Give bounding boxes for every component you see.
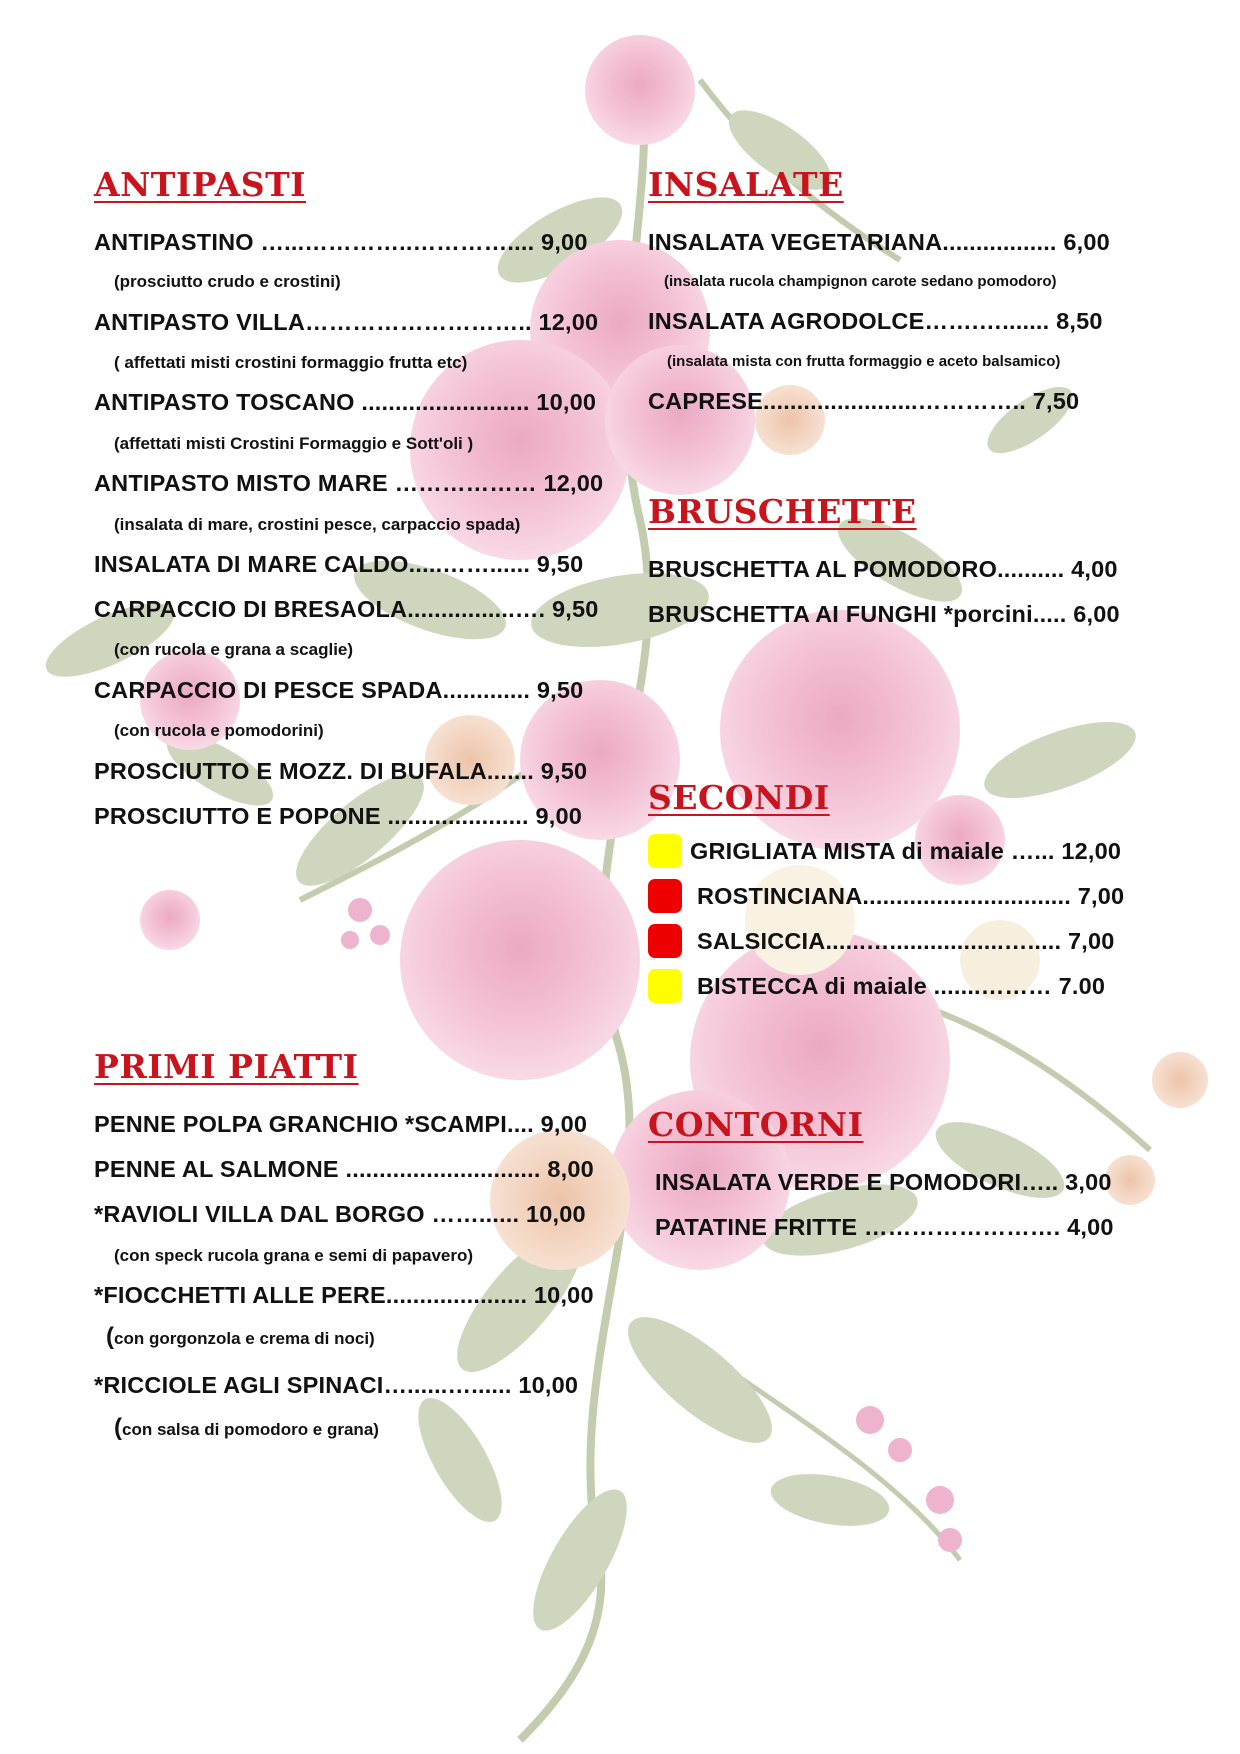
menu-item-bruschetta-funghi: BRUSCHETTA AI FUNGHI *porcini..... 6,00 [648,601,1120,627]
menu-item-carpaccio-pesce-spada: CARPACCIO DI PESCE SPADA............. 9,50 [94,677,584,703]
menu-item-insalata-di-mare-caldo: INSALATA DI MARE CALDO.....……...... 9,50 [94,551,584,577]
menu-item-note: (affettati misti Crostini Formaggio e Sott'oli ) [114,434,474,453]
note-text: con gorgonzola e crema di noci) [114,1329,375,1348]
red-square-marker [648,879,682,913]
menu-item-bistecca: BISTECCA di maiale .......……… 7.00 [697,973,1106,999]
menu-item-note: (con speck rucola grana e semi di papavero) [114,1246,474,1265]
menu-item-note: (insalata mista con frutta formaggio e aceto balsamico) [667,353,1061,370]
section-title-primi-piatti: PRIMI PIATTI [94,1047,359,1086]
menu-item-antipasto-toscano: ANTIPASTO TOSCANO ......................... 10,00 [94,389,597,415]
menu-item-patatine-fritte: PATATINE FRITTE ……………………. 4,00 [655,1214,1114,1240]
section-title-contorni: CONTORNI [648,1105,864,1144]
menu-item-penne-polpa-granchio: PENNE POLPA GRANCHIO *SCAMPI.... 9,00 [94,1111,588,1137]
menu-item-grigliata-mista: GRIGLIATA MISTA di maiale …... 12,00 [690,838,1122,864]
yellow-square-marker [648,969,682,1003]
note-text: con salsa di pomodoro e grana) [122,1420,379,1439]
yellow-square-marker [648,834,682,868]
menu-item-note [106,1323,375,1351]
red-square-marker [648,924,682,958]
menu-item-salsiccia: SALSICCIA......….................…..... 7,00 [697,928,1115,954]
section-title-antipasti: ANTIPASTI [94,165,307,204]
menu-item-insalata-vegetariana: INSALATA VEGETARIANA................. 6,00 [648,229,1110,255]
menu-item-insalata-agrodolce: INSALATA AGRODOLCE…….…....... 8,50 [648,308,1103,334]
section-title-secondi: SECONDI [648,778,830,817]
menu-item-antipasto-villa: ANTIPASTO VILLA……………………….. 12,00 [94,309,599,335]
section-title-bruschette: BRUSCHETTE [648,492,917,531]
menu-item-rostinciana: ROSTINCIANA............................... 7,00 [697,883,1125,909]
note-paren: ( [114,1414,122,1441]
menu-item-caprese: CAPRESE.......................………….. 7,50 [648,388,1080,414]
menu-item-antipasto-misto-mare: ANTIPASTO MISTO MARE ……………… 12,00 [94,470,604,496]
menu-item-note: (insalata di mare, crostini pesce, carpaccio spada) [114,515,521,534]
menu-item-note [114,1414,379,1442]
menu-item-note: ( affettati misti crostini formaggio frutta etc) [114,353,468,372]
menu-item-antipastino: ANTIPASTINO …...…………..………….... 9,00 [94,229,588,255]
menu-item-note: (insalata rucola champignon carote sedano pomodoro) [664,273,1057,290]
menu-item-note: (con rucola e pomodorini) [114,721,324,740]
menu-item-insalata-verde: INSALATA VERDE E POMODORI….. 3,00 [655,1169,1112,1195]
menu-item-fiocchetti-pere: *FIOCCHETTI ALLE PERE..................... 10,00 [94,1282,594,1308]
menu-item-note: (con rucola e grana a scaglie) [114,640,354,659]
menu-item-prosciutto-popone: PROSCIUTTO E POPONE ..................... 9,00 [94,803,583,829]
menu-item-prosciutto-mozzarella: PROSCIUTTO E MOZZ. DI BUFALA....... 9,50 [94,758,588,784]
menu-item-penne-salmone: PENNE AL SALMONE ............................. 8,00 [94,1156,594,1182]
menu-item-note: (prosciutto crudo e crostini) [114,272,341,291]
note-paren: ( [106,1323,114,1350]
menu-item-bruschetta-pomodoro: BRUSCHETTA AL POMODORO.......... 4,00 [648,556,1118,582]
menu-item-ravioli-villa: *RAVIOLI VILLA DAL BORGO ……...... 10,00 [94,1201,586,1227]
menu-item-carpaccio-bresaola: CARPACCIO DI BRESAOLA................…. 9,50 [94,596,599,622]
section-title-insalate: INSALATE [648,165,844,204]
menu-item-ricciole-spinaci: *RICCIOLE AGLI SPINACI…......…...... 10,00 [94,1372,579,1398]
